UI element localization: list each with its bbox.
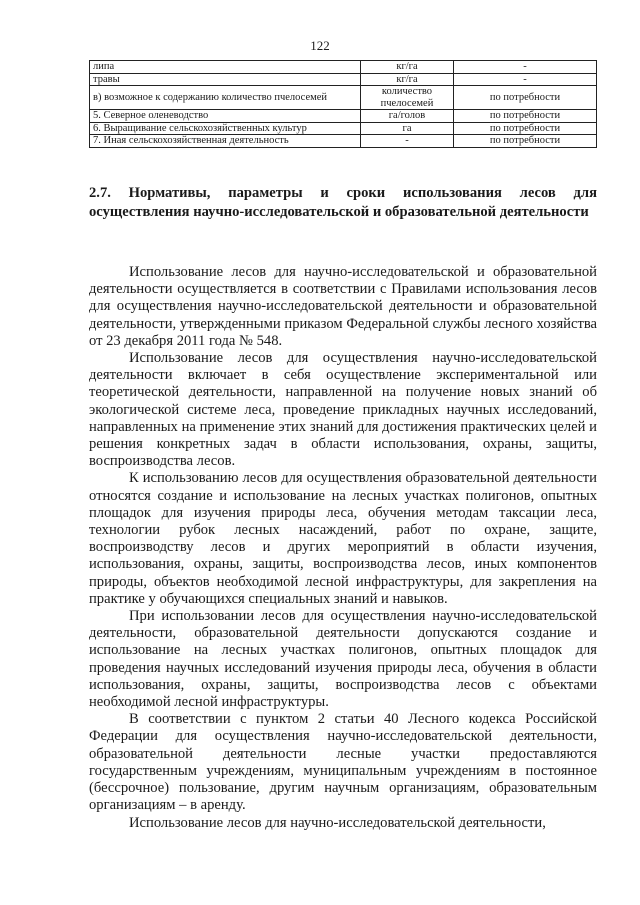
table-row (90, 86, 597, 110)
table-row (90, 135, 597, 148)
table-cell-unit: га/голов (361, 110, 454, 123)
table-cell-activity: липа (90, 61, 361, 74)
table-row (90, 73, 597, 86)
table-cell-unit: количество пчелосемей (361, 86, 454, 110)
table-cell-norm: - (454, 61, 597, 74)
paragraph: К использованию лесов для осуществления образовательной деятельности относятся создание и использование на лесных участках полигонов, опытных площадок для изучения природы леса, обучения методам таксации леса, технологии рубок лесных насаждений, работ по охране, защите, воспроизводству лесов и других мероприятий в области изучения, использования, охраны, защиты, воспроизводства лесов, иных компонентов природы, объектов необходимой лесной инфраструктуры, для закрепления на практике у обучающихся специальных знаний и навыков. (89, 470, 597, 607)
table-cell-activity: 6. Выращивание сельскохозяйственных культур (90, 122, 361, 135)
table-cell-norm: по потребности (454, 122, 597, 135)
table-cell-unit: - (361, 135, 454, 148)
paragraph: В соответствии с пунктом 2 статьи 40 Лесного кодекса Российской Федерации для осуществления научно-исследовательской деятельности, образовательной деятельности лесные участки предоставляются государственным учреждениям, муниципальным учреждениям в постоянное (бессрочное) пользование, другим научным организациям, образовательным организациям – в аренду. (89, 711, 597, 814)
page-number: 122 (310, 38, 330, 53)
table-cell-activity: 5. Северное оленеводство (90, 110, 361, 123)
table-row (90, 110, 597, 123)
table-row (90, 122, 597, 135)
table-cell-unit: кг/га (361, 61, 454, 74)
body-text (89, 264, 597, 832)
table-cell-norm: - (454, 73, 597, 86)
paragraph: Использование лесов для научно-исследовательской и образовательной деятельности осуществляется в соответствии с Правилами использования лесов для осуществления научно-исследовательской деятельности и образовательной деятельности, утвержденными приказом Федеральной службы лесного хозяйства от 23 декабря 2011 года № 548. (89, 264, 597, 349)
table-cell-unit: кг/га (361, 73, 454, 86)
table-cell-activity: 7. Иная сельскохозяйственная деятельность (90, 135, 361, 148)
table-cell-unit: га (361, 122, 454, 135)
paragraph: При использовании лесов для осуществления научно-исследовательской деятельности, образовательной деятельности допускаются создание и использование на лесных участках полигонов, опытных площадок для проведения научных исследований изучения природы леса, обучения в области использования, охраны, защиты, воспроизводства лесов с объектами необходимой лесной инфраструктуры. (89, 608, 597, 711)
table-cell-activity: в) возможное к содержанию количество пчелосемей (90, 86, 361, 110)
table-cell-activity: травы (90, 73, 361, 86)
table-cell-norm: по потребности (454, 110, 597, 123)
norms-table (89, 60, 597, 148)
table-cell-norm: по потребности (454, 86, 597, 110)
table-row (90, 61, 597, 74)
paragraph: Использование лесов для научно-исследовательской деятельности, (129, 814, 546, 831)
table-cell-norm: по потребности (454, 135, 597, 148)
paragraph: Использование лесов для осуществления научно-исследовательской деятельности включает в себя осуществление экспериментальной или теоретической деятельности, направленной на получение новых знаний об экологической системе леса, проведение прикладных научных исследований, направленных на применение этих знаний для достижения практических целей и решения конкретных задач в области использования, охраны, защиты, воспроизводства лесов. (89, 350, 597, 470)
section-heading: 2.7. Нормативы, параметры и сроки использования лесов для осуществления научно-исследовательской и образовательной деятельности (89, 185, 597, 220)
